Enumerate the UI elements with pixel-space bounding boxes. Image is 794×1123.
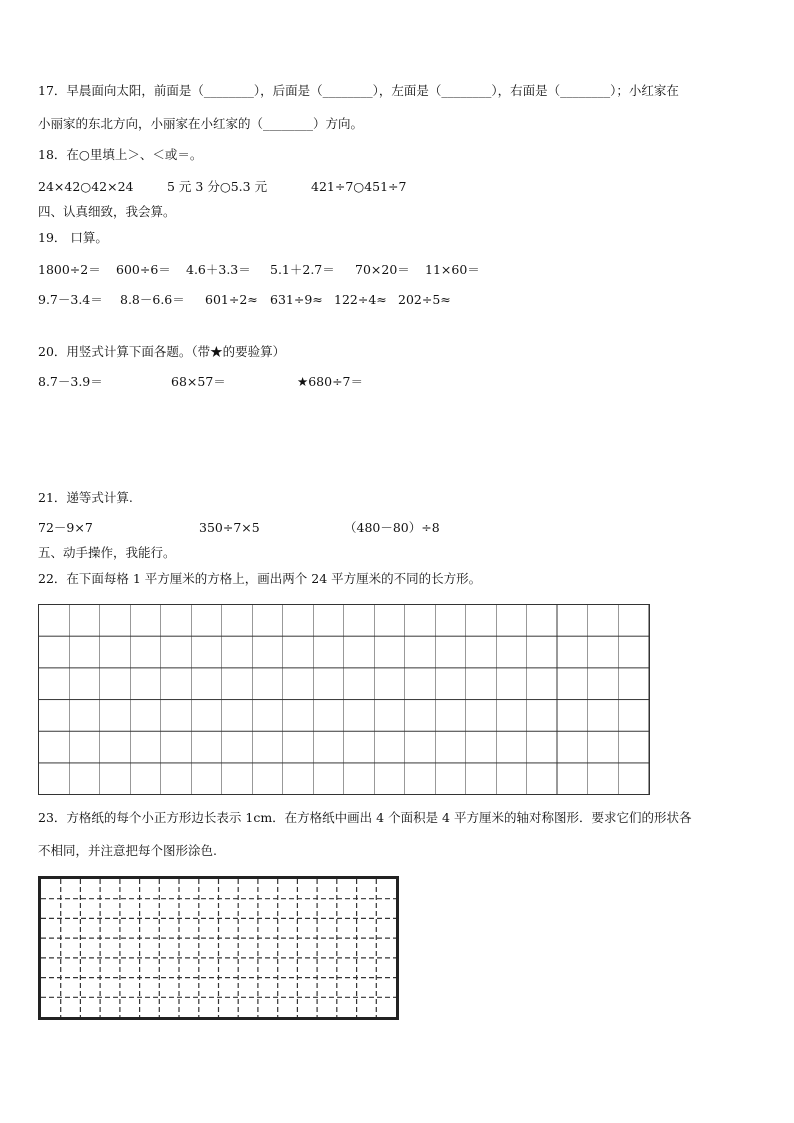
q20-prompt: 20．用竖式计算下面各题。（带★的要验算） bbox=[38, 344, 286, 359]
stepwise-calc-item: （480－80）÷8 bbox=[344, 520, 440, 535]
q17-line2: 小丽家的东北方向，小丽家在小红家的（________）方向。 bbox=[38, 116, 364, 131]
vertical-calc-item: ★680÷7＝ bbox=[297, 374, 363, 389]
oral-calc-item: 9.7－3.4＝ bbox=[38, 292, 103, 307]
q23-line2: 不相同，并注意把每个图形涂色. bbox=[38, 843, 217, 858]
q18-item: 5 元 3 分○5.3 元 bbox=[167, 179, 268, 194]
oral-calc-item: 601÷2≈ bbox=[205, 292, 258, 307]
square-grid-q22[interactable] bbox=[38, 604, 650, 795]
oral-calc-item: 1800÷2＝ bbox=[38, 262, 101, 277]
q19-prompt: 19． 口算。 bbox=[38, 230, 108, 245]
oral-calc-item: 122÷4≈ bbox=[334, 292, 387, 307]
dashed-grid-q23[interactable] bbox=[38, 876, 399, 1020]
oral-calc-item: 5.1＋2.7＝ bbox=[270, 262, 335, 277]
vertical-calc-item: 8.7－3.9＝ bbox=[38, 374, 103, 389]
q23-line1: 23．方格纸的每个小正方形边长表示 1cm．在方格纸中画出 4 个面积是 4 平方厘米的轴对称图形．要求它们的形状各 bbox=[38, 810, 692, 825]
oral-calc-item: 70×20＝ bbox=[355, 262, 410, 277]
q18-prompt: 18．在○里填上＞、＜或＝。 bbox=[38, 147, 203, 162]
oral-calc-item: 202÷5≈ bbox=[398, 292, 451, 307]
vertical-calc-item: 68×57＝ bbox=[171, 374, 226, 389]
oral-calc-item: 8.8－6.6＝ bbox=[120, 292, 185, 307]
q21-prompt: 21．递等式计算. bbox=[38, 490, 133, 505]
oral-calc-item: 11×60＝ bbox=[425, 262, 480, 277]
oral-calc-item: 631÷9≈ bbox=[270, 292, 323, 307]
q18-item: 421÷7○451÷7 bbox=[311, 179, 407, 194]
q18-item: 24×42○42×24 bbox=[38, 179, 134, 194]
stepwise-calc-item: 350÷7×5 bbox=[199, 520, 260, 535]
section-5-heading: 五、动手操作，我能行。 bbox=[38, 545, 176, 560]
section-4-heading: 四、认真细致，我会算。 bbox=[38, 204, 176, 219]
stepwise-calc-item: 72－9×7 bbox=[38, 520, 93, 535]
q22-prompt: 22．在下面每格 1 平方厘米的方格上，画出两个 24 平方厘米的不同的长方形。 bbox=[38, 571, 482, 586]
oral-calc-item: 4.6＋3.3＝ bbox=[186, 262, 251, 277]
oral-calc-item: 600÷6＝ bbox=[116, 262, 171, 277]
q17-line1: 17．早晨面向太阳，前面是（________），后面是（________），左面是（________），右面是（________）；小红家在 bbox=[38, 83, 679, 98]
